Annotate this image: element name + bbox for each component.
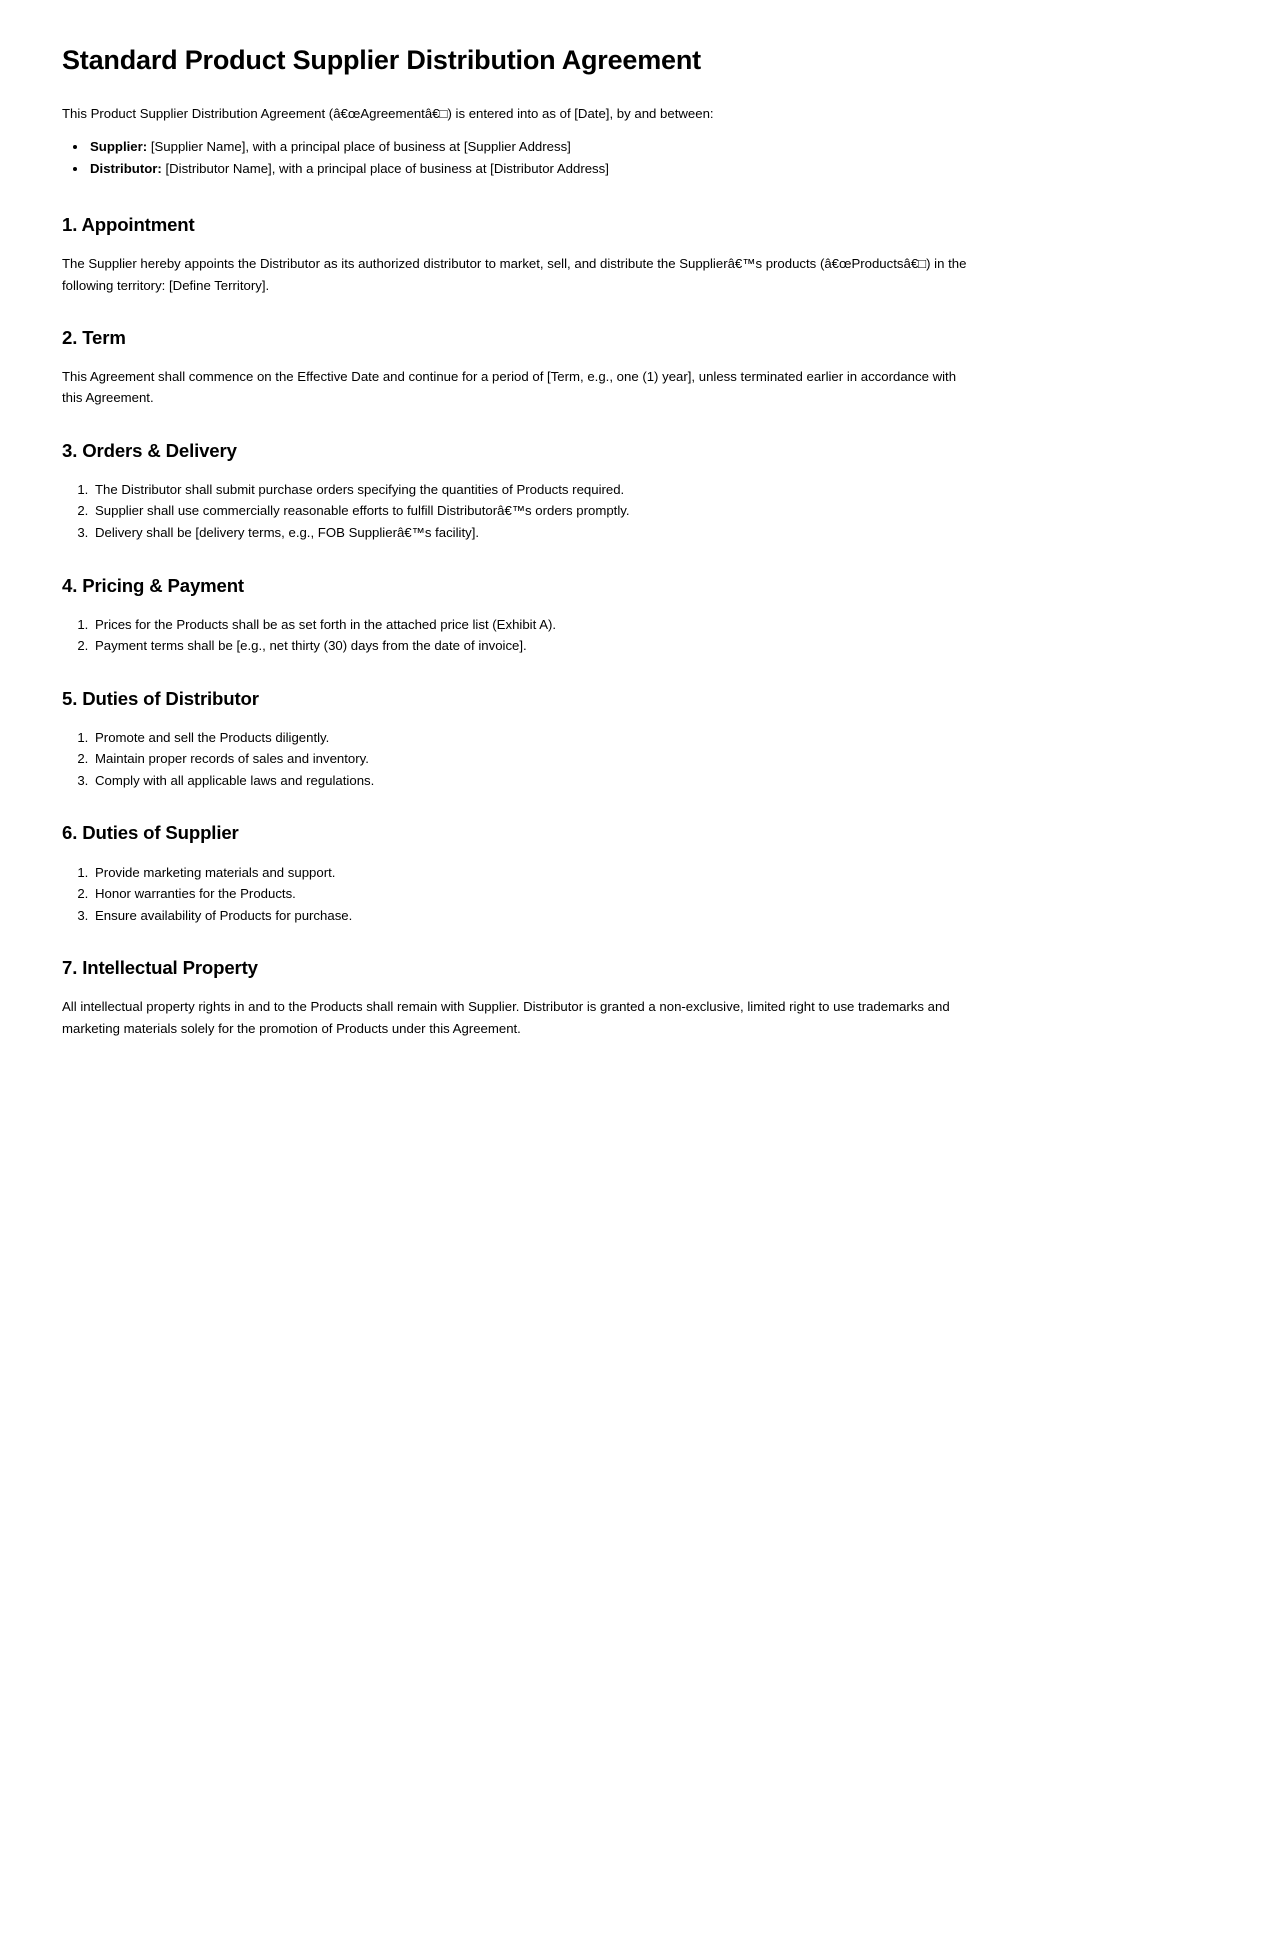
section-heading: 5. Duties of Distributor xyxy=(62,687,259,709)
section-term xyxy=(62,326,1201,409)
section-intellectual-property xyxy=(62,956,1201,1039)
list-item: 3. Delivery shall be [delivery terms, e.g., FOB Supplierâ€™s facility]. xyxy=(92,522,1201,544)
section-heading: 7. Intellectual Property xyxy=(62,957,258,979)
list-item: 1. Provide marketing materials and support. xyxy=(92,862,1201,884)
list-item: 1. Promote and sell the Products diligently. xyxy=(92,727,1201,749)
section-heading: 1. Appointment xyxy=(62,213,195,235)
section-list xyxy=(62,479,1201,544)
parties-list xyxy=(62,136,1201,179)
section-heading: 6. Duties of Supplier xyxy=(62,822,239,844)
section-heading: 2. Term xyxy=(62,326,126,348)
party-label: Distributor: xyxy=(90,160,162,176)
section-paragraph: All intellectual property rights in and to the Products shall remain with Supplier. Distributor is granted a non-exclusive, limited right to use trademarks and marketing materials solely for the promotion of Products under this Agreement. xyxy=(62,999,950,1036)
list-item xyxy=(88,136,1201,157)
section-heading: 3. Orders & Delivery xyxy=(62,439,237,461)
section-duties-supplier xyxy=(62,821,1201,926)
section-list xyxy=(62,862,1201,927)
party-label: Supplier: xyxy=(90,139,148,155)
list-item: 2. Payment terms shall be [e.g., net thirty (30) days from the date of invoice]. xyxy=(92,635,1201,657)
list-item: 2. Honor warranties for the Products. xyxy=(92,883,1201,905)
section-list xyxy=(62,614,1201,657)
party-detail: [Supplier Name], with a principal place of business at [Supplier Address] xyxy=(147,139,571,155)
list-item xyxy=(88,158,1201,179)
intro-paragraph: This Product Supplier Distribution Agreement (â€œAgreementâ€□) is entered into as of [Date], by and between: xyxy=(62,105,714,121)
list-item: 2. Supplier shall use commercially reasonable efforts to fulfill Distributorâ€™s orders promptly. xyxy=(92,500,1201,522)
section-paragraph: This Agreement shall commence on the Effective Date and continue for a period of [Term, e.g., one (1) year], unless terminated earlier in accordance with this Agreement. xyxy=(62,369,957,406)
list-item: 3. Ensure availability of Products for purchase. xyxy=(92,905,1201,927)
section-pricing-payment xyxy=(62,574,1201,657)
party-detail: [Distributor Name], with a principal place of business at [Distributor Address] xyxy=(161,160,609,176)
list-item: 3. Comply with all applicable laws and regulations. xyxy=(92,770,1201,792)
section-paragraph: The Supplier hereby appoints the Distributor as its authorized distributor to market, sell, and distribute the Supplierâ€™s products (â€œProductsâ€□) in the following territory: [Define Territory]. xyxy=(62,256,967,293)
section-heading: 4. Pricing & Payment xyxy=(62,574,244,596)
section-duties-distributor xyxy=(62,687,1201,792)
list-item: 1. Prices for the Products shall be as set forth in the attached price list (Exhibit A). xyxy=(92,614,1201,636)
document-title: Standard Product Supplier Distribution Agreement xyxy=(62,45,701,75)
section-orders-delivery xyxy=(62,439,1201,544)
list-item: 2. Maintain proper records of sales and inventory. xyxy=(92,748,1201,770)
section-appointment xyxy=(62,213,1201,296)
list-item: 1. The Distributor shall submit purchase orders specifying the quantities of Products required. xyxy=(92,479,1201,501)
page-whitespace xyxy=(62,1039,1201,1939)
section-list xyxy=(62,727,1201,792)
